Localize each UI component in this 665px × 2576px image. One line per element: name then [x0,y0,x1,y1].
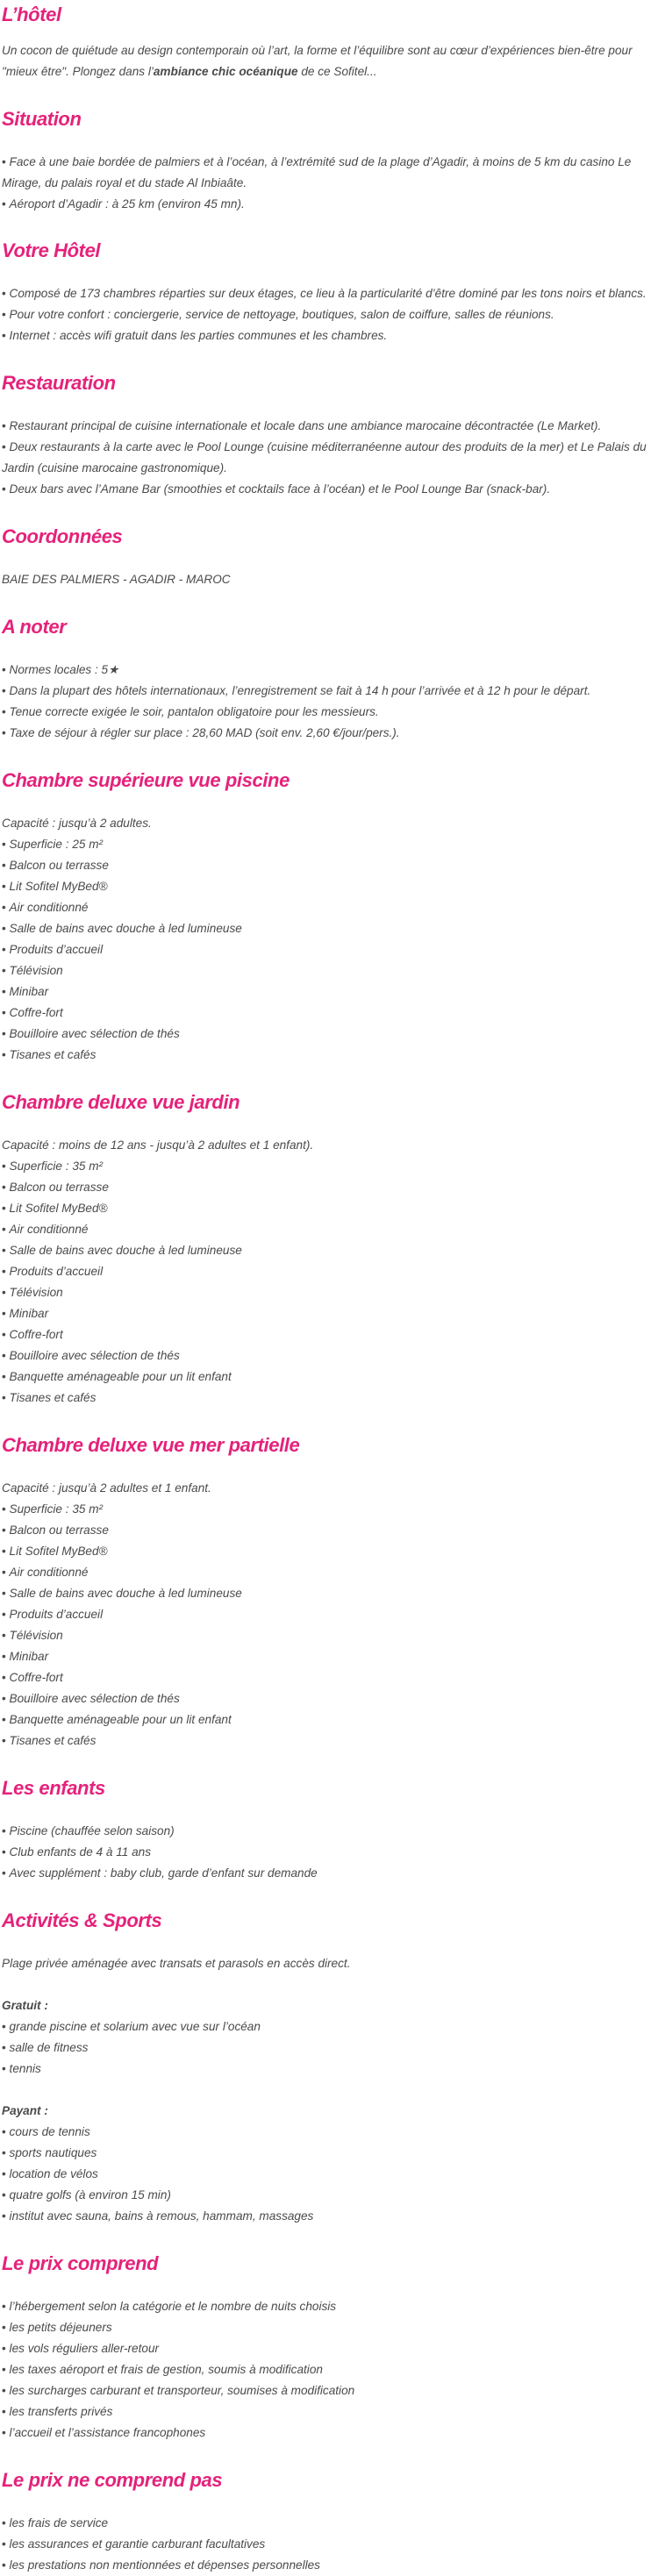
chambre-jardin-capacity: Capacité : moins de 12 ans - jusqu’à 2 adultes et 1 enfant). [2,1138,314,1152]
list-item: • location de vélos [2,2164,663,2185]
section-a-noter [2,614,663,744]
chambre-jardin-list [2,1156,663,1409]
activites-paid-label: Payant : [2,2104,48,2117]
restauration-list [2,416,663,500]
list-item: • Tisanes et cafés [2,1388,663,1409]
list-item: • les petits déjeuners [2,2317,663,2338]
list-item: • Pour votre confort : conciergerie, service de nettoyage, boutiques, salon de coiffure, salles de réunions. [2,304,663,325]
list-item: • quatre golfs (à environ 15 min) [2,2185,663,2206]
list-item: • l’hébergement selon la catégorie et le nombre de nuits choisis [2,2296,663,2317]
list-item: • Aéroport d’Agadir : à 25 km (environ 45 mn). [2,194,663,215]
list-item: • salle de fitness [2,2037,663,2059]
chambre-mer-capacity: Capacité : jusqu’à 2 adultes et 1 enfant. [2,1481,211,1495]
enfants-list [2,1821,663,1884]
list-item: • Coffre-fort [2,1324,663,1345]
list-item: • les prestations non mentionnées et dépenses personnelles [2,2555,663,2576]
list-item: • Produits d’accueil [2,1261,663,1282]
hotel-intro-highlight: ambiance chic océanique [153,65,298,78]
list-item: • les taxes aéroport et frais de gestion, soumis à modification [2,2359,663,2380]
section-title-a-noter: A noter [2,616,67,638]
hotel-address: BAIE DES PALMIERS - AGADIR - MAROC [2,573,231,586]
section-prix-ne-comprend [2,2467,663,2576]
section-title-chambre-superieure: Chambre supérieure vue piscine [2,769,290,791]
list-item: • Balcon ou terrasse [2,1177,663,1198]
list-item: • Produits d’accueil [2,939,663,960]
list-item: • Salle de bains avec douche à led lumineuse [2,918,663,939]
list-item: • Télévision [2,960,663,981]
list-item: • Coffre-fort [2,1667,663,1688]
section-title-activites: Activités & Sports [2,1909,162,1931]
list-item: • les assurances et garantie carburant facultatives [2,2534,663,2555]
list-item: • Tenue correcte exigée le soir, pantalon obligatoire pour les messieurs. [2,702,663,723]
section-coordonnees [2,524,663,590]
list-item: • Balcon ou terrasse [2,855,663,876]
chambre-superieure-capacity: Capacité : jusqu’à 2 adultes. [2,817,152,830]
section-chambre-superieure [2,767,663,1066]
section-situation [2,106,663,215]
prix-comprend-list [2,2296,663,2444]
list-item: • Banquette aménageable pour un lit enfant [2,1709,663,1730]
chambre-superieure-list [2,834,663,1066]
list-item: • Avec supplément : baby club, garde d’enfant sur demande [2,1863,663,1884]
list-item: • Air conditionné [2,1219,663,1240]
list-item: • Balcon ou terrasse [2,1520,663,1541]
list-item: • sports nautiques [2,2143,663,2164]
section-title-hotel: L’hôtel [2,4,61,25]
list-item: • Composé de 173 chambres réparties sur deux étages, ce lieu à la particularité d’être dominé par les tons noirs et blancs. [2,283,663,304]
list-item: • Banquette aménageable pour un lit enfant [2,1366,663,1388]
activites-paid-list [2,2122,663,2227]
list-item: • Tisanes et cafés [2,1045,663,1066]
section-title-votre-hotel: Votre Hôtel [2,239,101,261]
votre-hotel-list [2,283,663,346]
list-item: • Lit Sofitel MyBed® [2,876,663,897]
list-item: • Deux bars avec l’Amane Bar (smoothies et cocktails face à l’océan) et le Pool Lounge Bar (snack-bar). [2,479,663,500]
list-item: • Salle de bains avec douche à led lumineuse [2,1240,663,1261]
list-item: • Bouilloire avec sélection de thés [2,1024,663,1045]
list-item: • grande piscine et solarium avec vue sur l’océan [2,2016,663,2037]
list-item: • les transferts privés [2,2401,663,2423]
list-item: • Club enfants de 4 à 11 ans [2,1842,663,1863]
activites-free-label: Gratuit : [2,1999,48,2012]
list-item: • Normes locales : 5★ [2,660,663,681]
list-item: • Coffre-fort [2,1003,663,1024]
list-item: • Deux restaurants à la carte avec le Pool Lounge (cuisine méditerranéenne autour des produits de la mer) et Le Palais du Jardin (cuisine marocaine gastronomique). [2,437,663,479]
activites-free-list [2,2016,663,2080]
section-title-situation: Situation [2,108,82,130]
section-votre-hotel [2,238,663,346]
section-title-enfants: Les enfants [2,1777,105,1799]
list-item: • Salle de bains avec douche à led lumineuse [2,1583,663,1604]
section-chambre-mer [2,1432,663,1752]
list-item: • Air conditionné [2,1562,663,1583]
list-item: • Dans la plupart des hôtels internationaux, l’enregistrement se fait à 14 h pour l’arrivée et à 12 h pour le départ. [2,681,663,702]
section-enfants [2,1775,663,1884]
section-title-prix-comprend: Le prix comprend [2,2252,159,2274]
list-item: • Minibar [2,1646,663,1667]
list-item: • Minibar [2,981,663,1003]
list-item: • Lit Sofitel MyBed® [2,1198,663,1219]
list-item: • Télévision [2,1282,663,1303]
a-noter-list [2,660,663,744]
list-item: • Internet : accès wifi gratuit dans les parties communes et les chambres. [2,325,663,346]
list-item: • Tisanes et cafés [2,1730,663,1752]
section-title-chambre-mer: Chambre deluxe vue mer partielle [2,1434,300,1456]
section-chambre-jardin [2,1089,663,1409]
list-item: • Lit Sofitel MyBed® [2,1541,663,1562]
section-title-coordonnees: Coordonnées [2,525,123,547]
section-prix-comprend [2,2251,663,2444]
list-item: • Bouilloire avec sélection de thés [2,1688,663,1709]
activites-intro: Plage privée aménagée avec transats et parasols en accès direct. [2,1957,351,1970]
section-title-chambre-jardin: Chambre deluxe vue jardin [2,1091,240,1113]
list-item: • Air conditionné [2,897,663,918]
list-item: • tennis [2,2059,663,2080]
list-item: • Minibar [2,1303,663,1324]
section-title-prix-ne-comprend: Le prix ne comprend pas [2,2469,223,2491]
list-item: • cours de tennis [2,2122,663,2143]
list-item: • Bouilloire avec sélection de thés [2,1345,663,1366]
list-item: • les surcharges carburant et transporteur, soumises à modification [2,2380,663,2401]
list-item: • Produits d’accueil [2,1604,663,1625]
chambre-mer-list [2,1499,663,1752]
list-item: • institut avec sauna, bains à remous, hammam, massages [2,2206,663,2227]
section-hotel [2,0,663,82]
list-item: • Face à une baie bordée de palmiers et à l’océan, à l’extrémité sud de la plage d’Agadir, à moins de 5 km du casino Le Mirage, du palais royal et du stade Al Inbiaâte. [2,152,663,194]
list-item: • Superficie : 35 m² [2,1499,663,1520]
list-item: • les vols réguliers aller-retour [2,2338,663,2359]
list-item: • Télévision [2,1625,663,1646]
situation-list [2,152,663,215]
list-item: • Taxe de séjour à régler sur place : 28,60 MAD (soit env. 2,60 €/jour/pers.). [2,723,663,744]
hotel-intro: Un cocon de quiétude au design contemporain où l’art, la forme et l’équilibre sont au cœur d’expériences bien-être pour "mieux être". Plongez dans l’ambiance chic océanique de ce Sofitel... [2,44,633,78]
list-item: • Restaurant principal de cuisine internationale et locale dans une ambiance marocaine décontractée (Le Market). [2,416,663,437]
section-restauration [2,370,663,500]
list-item: • l’accueil et l’assistance francophones [2,2423,663,2444]
list-item: • Superficie : 35 m² [2,1156,663,1177]
section-activites [2,1908,663,2227]
prix-ne-comprend-list [2,2513,663,2576]
section-title-restauration: Restauration [2,372,116,394]
list-item: • Superficie : 25 m² [2,834,663,855]
list-item: • les frais de service [2,2513,663,2534]
list-item: • Piscine (chauffée selon saison) [2,1821,663,1842]
